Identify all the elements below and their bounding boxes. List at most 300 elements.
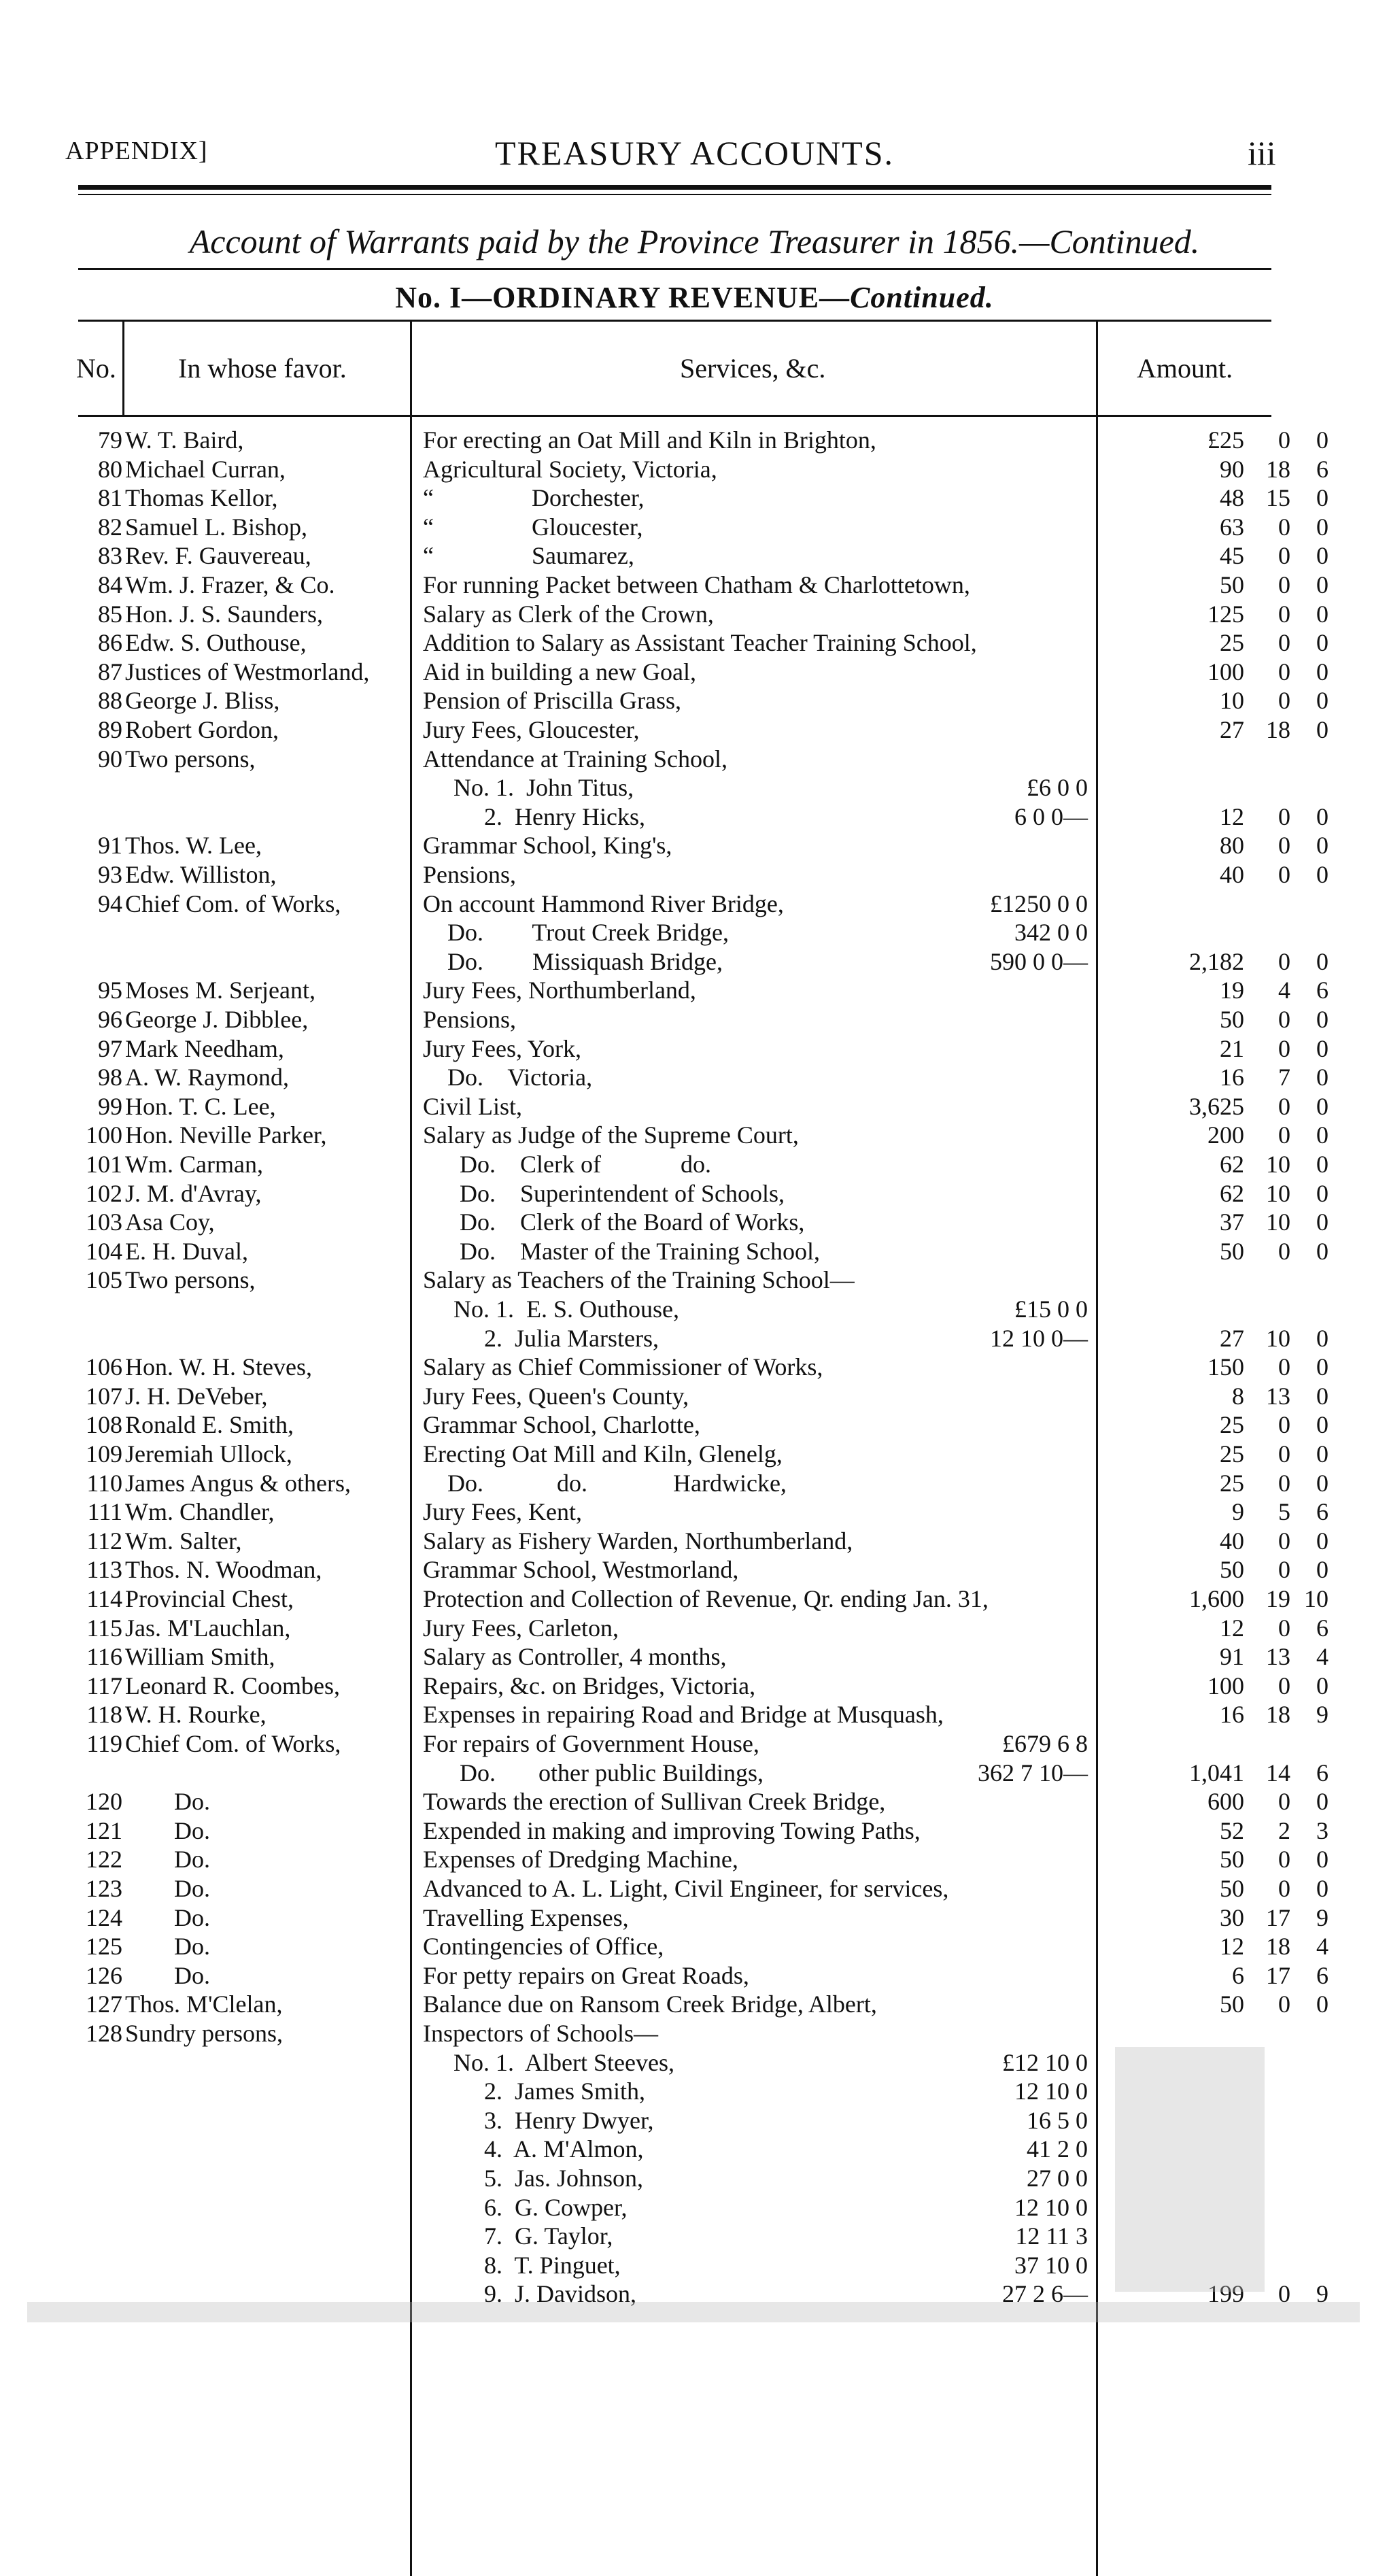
row-amount-shillings: 18 — [1266, 1933, 1290, 1961]
row-amount-pence: 9 — [1316, 2280, 1328, 2308]
row-amount-pence: 0 — [1316, 1875, 1328, 1902]
table-row — [0, 1614, 1389, 1643]
row-payee: Sundry persons, — [125, 2020, 283, 2047]
row-number: 113 — [86, 1556, 122, 1584]
row-number: 100 — [86, 1121, 122, 1149]
row-subamount: 27 2 6— — [1002, 2280, 1088, 2308]
row-amount-pence: 0 — [1316, 513, 1328, 541]
row-service: Agricultural Society, Victoria, — [423, 455, 717, 483]
row-service: Salary as Controller, 4 months, — [423, 1643, 727, 1671]
row-amount-pounds: 8 — [1232, 1382, 1244, 1410]
row-amount-shillings: 0 — [1278, 1556, 1290, 1584]
row-amount-shillings: 18 — [1266, 455, 1290, 483]
row-service: No. 1. E. S. Outhouse, — [423, 1295, 679, 1323]
row-amount-pounds: 200 — [1207, 1121, 1244, 1149]
row-amount-pounds: 50 — [1220, 1846, 1244, 1874]
row-amount-pounds: 27 — [1220, 1324, 1244, 1352]
row-number: 90 — [98, 745, 122, 773]
table-row — [0, 1672, 1389, 1701]
row-service: Advanced to A. L. Light, Civil Engineer, for services, — [423, 1875, 949, 1902]
row-subamount: 12 10 0 — [1014, 2078, 1088, 2105]
row-amount-pounds: 150 — [1207, 1353, 1244, 1381]
row-amount-pence: 0 — [1316, 571, 1328, 598]
row-amount-pounds: 30 — [1220, 1903, 1244, 1931]
row-amount-pounds: 1,041 — [1189, 1759, 1244, 1786]
row-amount-pence: 0 — [1316, 1846, 1328, 1874]
row-amount-pence: 6 — [1316, 977, 1328, 1004]
row-amount-pence: 0 — [1316, 716, 1328, 743]
row-number: 87 — [98, 658, 122, 685]
row-payee: Edw. S. Outhouse, — [125, 629, 307, 657]
row-service: Do. other public Buildings, — [423, 1759, 764, 1786]
row-amount-pence: 6 — [1316, 1759, 1328, 1786]
row-amount-shillings: 0 — [1278, 1875, 1290, 1902]
row-service: Jury Fees, Kent, — [423, 1498, 582, 1526]
section-rule — [78, 320, 1271, 322]
row-number: 88 — [98, 687, 122, 715]
row-service: Jury Fees, York, — [423, 1034, 582, 1062]
row-service: Expenses in repairing Road and Bridge at Musquash, — [423, 1701, 944, 1729]
row-amount-shillings: 0 — [1278, 1006, 1290, 1033]
row-amount-pence: 0 — [1316, 484, 1328, 512]
table-row — [0, 600, 1389, 629]
row-amount-pounds: 12 — [1220, 1614, 1244, 1642]
row-amount-shillings: 5 — [1278, 1498, 1290, 1526]
column-divider-1 — [122, 322, 124, 417]
row-amount-shillings: 0 — [1278, 600, 1290, 628]
row-amount-shillings: 0 — [1278, 1034, 1290, 1062]
row-amount-pounds: 45 — [1220, 542, 1244, 570]
row-service: 7. G. Taylor, — [423, 2222, 613, 2250]
row-number: 108 — [86, 1411, 122, 1439]
row-number: 79 — [98, 426, 122, 454]
table-row — [0, 1642, 1389, 1672]
row-amount-pounds: 10 — [1220, 687, 1244, 715]
row-payee: Mark Needham, — [125, 1034, 284, 1062]
row-amount-pence: 9 — [1316, 1701, 1328, 1729]
row-service: Do. Superintendent of Schools, — [423, 1179, 785, 1207]
row-payee: Wm. Carman, — [125, 1151, 263, 1178]
row-service: For running Packet between Chatham & Charlottetown, — [423, 571, 970, 598]
table-row — [0, 1729, 1389, 1759]
row-amount-pounds: 12 — [1220, 1933, 1244, 1961]
row-service: “ Saumarez, — [423, 542, 634, 570]
row-amount-shillings: 18 — [1266, 1701, 1290, 1729]
row-amount-pence: 0 — [1316, 1092, 1328, 1120]
row-amount-shillings: 0 — [1278, 542, 1290, 570]
row-subamount: 12 10 0 — [1014, 2193, 1088, 2221]
row-service: 2. Julia Marsters, — [423, 1324, 659, 1352]
table-row — [0, 715, 1389, 745]
table-row — [0, 1845, 1389, 1874]
table-row — [0, 773, 1389, 802]
row-payee: Chief Com. of Works, — [125, 889, 341, 917]
row-subamount: 27 0 0 — [1027, 2165, 1088, 2192]
section-heading — [0, 280, 1389, 315]
row-number: 101 — [86, 1151, 122, 1178]
row-amount-shillings: 15 — [1266, 484, 1290, 512]
table-row — [0, 889, 1389, 919]
row-amount-shillings: 10 — [1266, 1324, 1290, 1352]
row-amount-shillings: 2 — [1278, 1816, 1290, 1844]
row-amount-pounds: 62 — [1220, 1151, 1244, 1178]
row-amount-shillings: 0 — [1278, 947, 1290, 975]
row-payee: Do. — [125, 1961, 210, 1989]
row-amount-shillings: 7 — [1278, 1064, 1290, 1091]
row-amount-pounds: 37 — [1220, 1208, 1244, 1236]
row-amount-pounds: 6 — [1232, 1961, 1244, 1989]
row-payee: Ronald E. Smith, — [125, 1411, 294, 1439]
row-amount-pence: 4 — [1316, 1643, 1328, 1671]
row-number: 123 — [86, 1875, 122, 1902]
row-amount-pence: 0 — [1316, 426, 1328, 454]
table-row — [0, 1440, 1389, 1469]
table-row — [0, 1759, 1389, 1788]
table-row — [0, 1410, 1389, 1440]
row-service: Repairs, &c. on Bridges, Victoria, — [423, 1672, 756, 1699]
row-number: 81 — [98, 484, 122, 512]
table-row — [0, 1353, 1389, 1382]
table-row — [0, 918, 1389, 947]
row-payee: Do. — [125, 1816, 210, 1844]
row-service: Jury Fees, Northumberland, — [423, 977, 696, 1004]
row-amount-shillings: 0 — [1278, 1527, 1290, 1555]
row-amount-pence: 0 — [1316, 1121, 1328, 1149]
row-payee: George J. Dibblee, — [125, 1006, 309, 1033]
row-service: Expended in making and improving Towing Paths, — [423, 1816, 921, 1844]
row-amount-pence: 0 — [1316, 1006, 1328, 1033]
row-payee: Michael Curran, — [125, 455, 286, 483]
row-amount-pounds: 3,625 — [1189, 1092, 1244, 1120]
row-service: Salary as Fishery Warden, Northumberland, — [423, 1527, 853, 1555]
header-rule-thin — [78, 194, 1271, 195]
row-amount-pounds: 125 — [1207, 600, 1244, 628]
row-number: 96 — [98, 1006, 122, 1033]
row-payee: Provincial Chest, — [125, 1585, 294, 1612]
row-service: Pension of Priscilla Grass, — [423, 687, 681, 715]
table-row — [0, 1932, 1389, 1961]
table-row — [0, 1584, 1389, 1614]
row-payee: Do. — [125, 1903, 210, 1931]
row-subamount: 37 10 0 — [1014, 2251, 1088, 2279]
row-service: Expenses of Dredging Machine, — [423, 1846, 738, 1874]
row-service: Jury Fees, Carleton, — [423, 1614, 619, 1642]
row-amount-pence: 0 — [1316, 1179, 1328, 1207]
row-amount-pence: 6 — [1316, 455, 1328, 483]
row-number: 128 — [86, 2020, 122, 2047]
table-row — [0, 1121, 1389, 1150]
row-service: 8. T. Pinguet, — [423, 2251, 621, 2279]
row-payee: George J. Bliss, — [125, 687, 280, 715]
row-payee: Edw. Williston, — [125, 861, 277, 888]
row-payee: James Angus & others, — [125, 1469, 351, 1497]
row-amount-pounds: 19 — [1220, 977, 1244, 1004]
row-payee: Wm. J. Frazer, & Co. — [125, 571, 335, 598]
row-subamount: £6 0 0 — [1027, 774, 1088, 802]
row-service: Do. Clerk of the Board of Works, — [423, 1208, 805, 1236]
row-number: 121 — [86, 1816, 122, 1844]
row-amount-pounds: 16 — [1220, 1064, 1244, 1091]
column-header-no: No. — [76, 353, 116, 384]
row-service: Civil List, — [423, 1092, 523, 1120]
table-row — [0, 1179, 1389, 1208]
row-amount-shillings: 10 — [1266, 1151, 1290, 1178]
row-amount-pounds: 91 — [1220, 1643, 1244, 1671]
column-header-rule — [78, 415, 1271, 417]
row-amount-pence: 0 — [1316, 1411, 1328, 1439]
row-amount-pence: 0 — [1316, 1469, 1328, 1497]
row-amount-pence: 0 — [1316, 947, 1328, 975]
table-row — [0, 831, 1389, 860]
row-amount-shillings: 0 — [1278, 426, 1290, 454]
row-amount-pounds: 52 — [1220, 1816, 1244, 1844]
row-payee: Two persons, — [125, 745, 256, 773]
row-number: 83 — [98, 542, 122, 570]
row-amount-pence: 0 — [1316, 1440, 1328, 1468]
table-row — [0, 1787, 1389, 1816]
table-row — [0, 455, 1389, 484]
table-row — [0, 1382, 1389, 1411]
table-row — [0, 1237, 1389, 1266]
row-service: For repairs of Government House, — [423, 1730, 759, 1757]
row-amount-shillings: 17 — [1266, 1961, 1290, 1989]
row-payee: Hon. T. C. Lee, — [125, 1092, 276, 1120]
row-number: 112 — [86, 1527, 122, 1555]
row-service: No. 1. Albert Steeves, — [423, 2048, 674, 2076]
row-number: 110 — [86, 1469, 122, 1497]
row-payee: Do. — [125, 1846, 210, 1874]
row-amount-shillings: 0 — [1278, 1614, 1290, 1642]
row-subamount: 590 0 0— — [990, 947, 1088, 975]
row-amount-pounds: £25 — [1207, 426, 1244, 454]
row-service: 5. Jas. Johnson, — [423, 2165, 644, 2192]
row-number: 102 — [86, 1179, 122, 1207]
row-amount-shillings: 13 — [1266, 1643, 1290, 1671]
row-amount-pence: 0 — [1316, 1382, 1328, 1410]
table-row — [0, 484, 1389, 513]
row-service: Grammar School, Westmorland, — [423, 1556, 739, 1584]
row-amount-pounds: 62 — [1220, 1179, 1244, 1207]
row-number: 104 — [86, 1237, 122, 1265]
row-service: Do. Master of the Training School, — [423, 1237, 820, 1265]
row-service: Do. Trout Creek Bridge, — [423, 919, 729, 947]
row-payee: J. M. d'Avray, — [125, 1179, 262, 1207]
table-row — [0, 571, 1389, 600]
row-service: Jury Fees, Gloucester, — [423, 716, 640, 743]
table-row — [0, 2019, 1389, 2048]
table-row — [0, 1497, 1389, 1527]
row-number: 114 — [86, 1585, 122, 1612]
table-row — [0, 1700, 1389, 1729]
row-amount-pounds: 21 — [1220, 1034, 1244, 1062]
row-subamount: £12 10 0 — [1002, 2048, 1088, 2076]
row-amount-pounds: 50 — [1220, 1556, 1244, 1584]
row-service: 3. Henry Dwyer, — [423, 2106, 654, 2134]
column-header-favor: In whose favor. — [178, 353, 347, 384]
row-payee: Wm. Chandler, — [125, 1498, 275, 1526]
table-row — [0, 1063, 1389, 1092]
row-amount-pence: 0 — [1316, 802, 1328, 830]
row-payee: Thomas Kellor, — [125, 484, 278, 512]
row-amount-pence: 0 — [1316, 1324, 1328, 1352]
row-service: Erecting Oat Mill and Kiln, Glenelg, — [423, 1440, 783, 1468]
table-row — [0, 976, 1389, 1005]
row-amount-pounds: 50 — [1220, 1237, 1244, 1265]
table-row — [0, 1150, 1389, 1179]
row-amount-pence: 0 — [1316, 542, 1328, 570]
row-amount-shillings: 0 — [1278, 1469, 1290, 1497]
row-amount-pence: 10 — [1304, 1585, 1328, 1612]
row-number: 115 — [86, 1614, 122, 1642]
row-amount-pence: 0 — [1316, 1034, 1328, 1062]
row-number: 82 — [98, 513, 122, 541]
row-service: Do. Victoria, — [423, 1064, 593, 1091]
row-service: Travelling Expenses, — [423, 1903, 629, 1931]
row-service: 2. James Smith, — [423, 2078, 646, 2105]
row-subamount: 362 7 10— — [978, 1759, 1088, 1786]
row-service: Protection and Collection of Revenue, Qr. ending Jan. 31, — [423, 1585, 989, 1612]
row-service: Salary as Chief Commissioner of Works, — [423, 1353, 823, 1381]
table-row — [0, 426, 1389, 455]
row-amount-shillings: 0 — [1278, 1672, 1290, 1699]
row-amount-pounds: 50 — [1220, 1875, 1244, 1902]
row-amount-shillings: 0 — [1278, 861, 1290, 888]
row-number: 93 — [98, 861, 122, 888]
row-payee: Chief Com. of Works, — [125, 1730, 341, 1757]
row-payee: Hon. J. S. Saunders, — [125, 600, 324, 628]
table-row — [0, 860, 1389, 889]
row-amount-pence: 0 — [1316, 658, 1328, 685]
row-payee: Jeremiah Ullock, — [125, 1440, 292, 1468]
row-amount-shillings: 17 — [1266, 1903, 1290, 1931]
row-amount-shillings: 0 — [1278, 1121, 1290, 1149]
row-number: 91 — [98, 832, 122, 860]
row-amount-pence: 0 — [1316, 1353, 1328, 1381]
row-number: 97 — [98, 1034, 122, 1062]
row-amount-pence: 0 — [1316, 687, 1328, 715]
row-amount-pounds: 12 — [1220, 802, 1244, 830]
row-payee: Robert Gordon, — [125, 716, 279, 743]
row-payee: Moses M. Serjeant, — [125, 977, 315, 1004]
table-row — [0, 1816, 1389, 1846]
row-service: 6. G. Cowper, — [423, 2193, 628, 2221]
row-payee: J. H. DeVeber, — [125, 1382, 268, 1410]
row-amount-shillings: 0 — [1278, 629, 1290, 657]
row-payee: Thos. M'Clelan, — [125, 1990, 283, 2018]
row-payee: W. T. Baird, — [125, 426, 244, 454]
row-subamount: £679 6 8 — [1002, 1730, 1088, 1757]
table-row — [0, 1903, 1389, 1933]
row-amount-shillings: 0 — [1278, 1411, 1290, 1439]
row-number: 116 — [86, 1643, 122, 1671]
row-subamount: 12 11 3 — [1015, 2222, 1088, 2250]
row-subamount: £1250 0 0 — [990, 889, 1088, 917]
row-amount-pence: 6 — [1316, 1961, 1328, 1989]
row-payee: Leonard R. Coombes, — [125, 1672, 340, 1699]
row-number: 122 — [86, 1846, 122, 1874]
row-amount-shillings: 0 — [1278, 832, 1290, 860]
row-number: 80 — [98, 455, 122, 483]
row-payee: A. W. Raymond, — [125, 1064, 290, 1091]
title-rule — [78, 268, 1271, 270]
row-amount-shillings: 18 — [1266, 716, 1290, 743]
row-amount-shillings: 0 — [1278, 1440, 1290, 1468]
table-row — [0, 686, 1389, 715]
table-row — [0, 628, 1389, 658]
row-amount-pence: 0 — [1316, 629, 1328, 657]
row-amount-shillings: 14 — [1266, 1759, 1290, 1786]
table-row — [0, 1005, 1389, 1034]
row-amount-pence: 0 — [1316, 1556, 1328, 1584]
row-amount-pence: 4 — [1316, 1933, 1328, 1961]
row-amount-pence: 0 — [1316, 1527, 1328, 1555]
row-amount-shillings: 0 — [1278, 513, 1290, 541]
row-amount-shillings: 0 — [1278, 687, 1290, 715]
column-header-amount: Amount. — [1137, 353, 1233, 384]
row-amount-pounds: 16 — [1220, 1701, 1244, 1729]
row-number: 126 — [86, 1961, 122, 1989]
row-amount-pence: 0 — [1316, 1151, 1328, 1178]
row-subamount: 342 0 0 — [1014, 919, 1088, 947]
row-payee: E. H. Duval, — [125, 1237, 248, 1265]
row-number: 111 — [87, 1498, 122, 1526]
row-amount-pounds: 40 — [1220, 1527, 1244, 1555]
row-amount-shillings: 0 — [1278, 1990, 1290, 2018]
row-payee: Do. — [125, 1788, 210, 1816]
table-row — [0, 541, 1389, 571]
row-service: Balance due on Ransom Creek Bridge, Albert, — [423, 1990, 877, 2018]
row-payee: Wm. Salter, — [125, 1527, 242, 1555]
table-row — [0, 1961, 1389, 1990]
row-number: 127 — [86, 1990, 122, 2018]
row-amount-pence: 0 — [1316, 1064, 1328, 1091]
row-amount-pounds: 80 — [1220, 832, 1244, 860]
row-amount-pounds: 63 — [1220, 513, 1244, 541]
row-payee: Justices of Westmorland, — [125, 658, 370, 685]
row-amount-pence: 3 — [1316, 1816, 1328, 1844]
row-payee: Thos. N. Woodman, — [125, 1556, 322, 1584]
scan-noise-bottom — [27, 2302, 1360, 2322]
row-amount-shillings: 0 — [1278, 658, 1290, 685]
row-number: 84 — [98, 571, 122, 598]
row-service: Inspectors of Schools— — [423, 2020, 658, 2047]
section-heading-suffix: Continued. — [850, 281, 994, 314]
table-row — [0, 1527, 1389, 1556]
table-row — [0, 1208, 1389, 1237]
row-amount-pounds: 25 — [1220, 1440, 1244, 1468]
row-amount-pounds: 25 — [1220, 1411, 1244, 1439]
table-row — [0, 1092, 1389, 1121]
row-service: 9. J. Davidson, — [423, 2280, 636, 2308]
row-amount-pounds: 25 — [1220, 629, 1244, 657]
row-payee: Rev. F. Gauvereau, — [125, 542, 311, 570]
row-amount-pence: 0 — [1316, 861, 1328, 888]
row-service: For erecting an Oat Mill and Kiln in Brighton, — [423, 426, 876, 454]
row-service: Grammar School, Charlotte, — [423, 1411, 700, 1439]
table-row — [0, 1555, 1389, 1584]
row-payee: Two persons, — [125, 1266, 256, 1294]
row-service: Salary as Judge of the Supreme Court, — [423, 1121, 799, 1149]
row-number: 124 — [86, 1903, 122, 1931]
row-amount-pence: 6 — [1316, 1614, 1328, 1642]
row-amount-pounds: 50 — [1220, 1990, 1244, 2018]
row-service: Contingencies of Office, — [423, 1933, 664, 1961]
row-service: Pensions, — [423, 861, 517, 888]
row-number: 106 — [86, 1353, 122, 1381]
row-amount-pounds: 27 — [1220, 716, 1244, 743]
row-payee: Jas. M'Lauchlan, — [125, 1614, 291, 1642]
row-amount-shillings: 0 — [1278, 571, 1290, 598]
